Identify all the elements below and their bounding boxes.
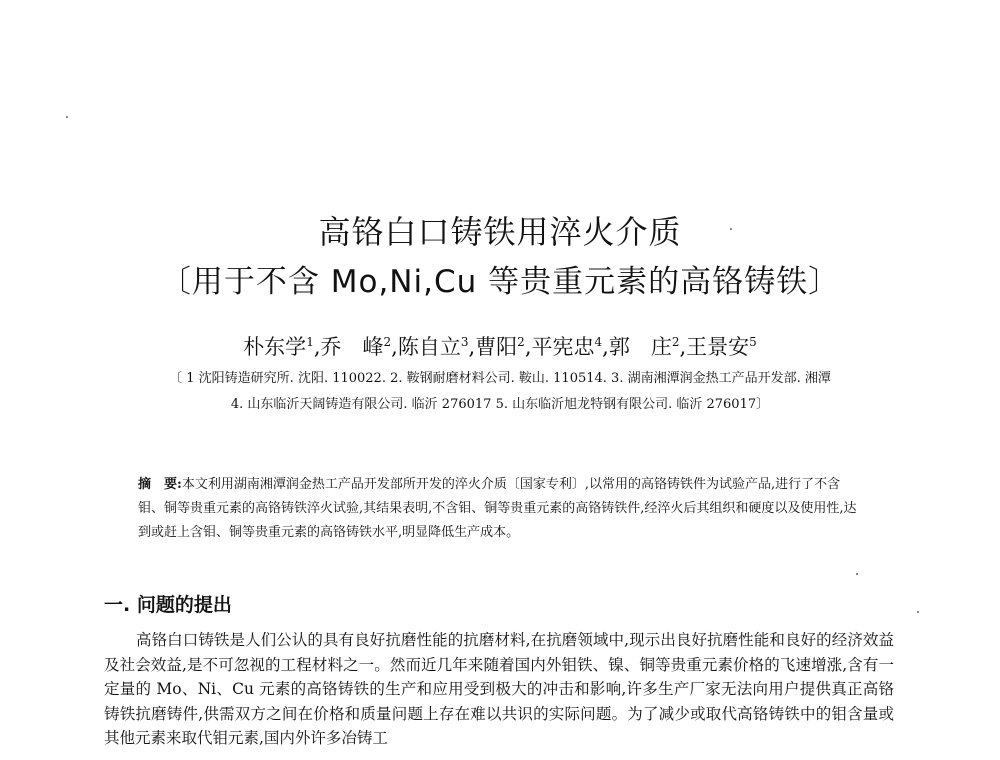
section-heading: 一. 问题的提出: [104, 594, 232, 616]
author: 王景安$^5$: [686, 335, 757, 359]
author: 平宪忠$^4$,: [531, 335, 609, 359]
affiliation-line-2: 4. 山东临沂天阔铸造有限公司. 临沂 276017 5. 山东临沂旭龙特钢有限公司. 临沂 276017〕: [230, 397, 770, 412]
body-paragraph: 高铬白口铸铁是人们公认的具有良好抗磨性能的抗磨材料,在抗磨领域中,现示出良好抗磨性能和良好的经济效益及社会效益,是不可忽视的工程材料之一。然而近几年来随着国内外钼铁、镍、铜等贵重元素价格的飞速增涨,含有一定量的 Mo、Ni、Cu 元素的高铬铸铁的生产和应用受到极大的冲击和影响,许多生产厂家无法向用户提供真正高铬铸铁抗磨铸件,供需双方之间在价格和质量问题上存在难以共识的实际问题。为了减少或取代高铬铸铁中的钼含量或其他元素来取代钼元素,国内外许多冶铸工: [104, 631, 894, 747]
author: 郭 庄$^2$,: [608, 335, 687, 359]
scan-speck: [66, 116, 68, 118]
abstract-text: 本文利用湖南湘潭润金热工产品开发部所开发的淬火介质〔国家专利〕,以常用的高铬铸铁件为试验产品,进行了不含钼、铜等贵重元素的高铬铸铁淬火试验,其结果表明,不含钼、铜等贵重元素的高铬铸铁件,经淬火后其组织和硬度以及使用性,达到或赶上含钼、铜等贵重元素的高铬铸铁水平,明显降低生产成本。: [138, 477, 857, 540]
author: 朴东学$^1$,: [243, 335, 321, 359]
author: 乔 峰$^2$,: [320, 335, 398, 359]
author: 曹阳$^2$,: [475, 335, 532, 359]
scan-speck: [730, 228, 732, 230]
abstract-label: 摘 要:: [138, 477, 182, 492]
scan-speck: [917, 611, 919, 613]
paper-title: 高铬白口铸铁用淬火介质: [318, 213, 682, 251]
scan-speck: [856, 573, 858, 575]
author-list: [0, 327, 1000, 362]
paper-subtitle: 〔用于不含 Mo,Ni,Cu 等贵重元素的高铬铸铁〕: [159, 264, 841, 300]
affiliation-line-1: 〔 1 沈阳铸造研究所. 沈阳. 110022. 2. 鞍钢耐磨材料公司. 鞍山. 110514. 3. 湖南湘潭润金热工产品开发部. 湘潭: [169, 371, 831, 386]
author: 陈自立$^3$,: [397, 335, 476, 359]
abstract: [138, 473, 862, 545]
